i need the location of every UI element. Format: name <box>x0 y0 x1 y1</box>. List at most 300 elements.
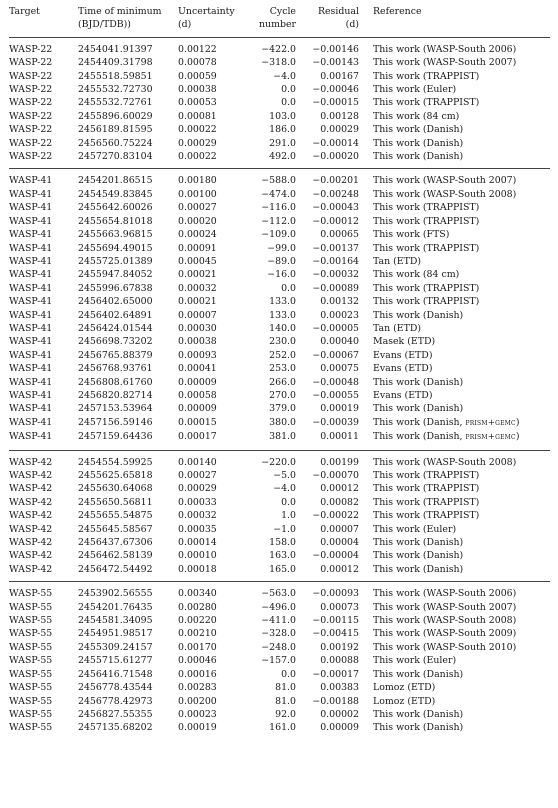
cell-time-of-minimum: 2456437.67306 <box>78 537 153 549</box>
table-row <box>9 582 550 601</box>
cell-cycle-number: −220.0 <box>261 456 296 468</box>
cell-target: WASP-41 <box>9 403 53 415</box>
cell-target: WASP-41 <box>9 175 53 187</box>
cell-reference: This work (Euler) <box>373 84 457 96</box>
cell-reference: This work (Danish) <box>373 137 464 149</box>
cell-uncertainty: 0.00340 <box>178 588 217 600</box>
cell-reference: Lomoz (ETD) <box>373 682 436 694</box>
cell-target: WASP-55 <box>9 682 53 694</box>
table-row <box>9 563 550 582</box>
cell-reference: This work (TRAPPIST) <box>373 496 480 508</box>
cell-residual: −0.00020 <box>312 151 359 163</box>
cell-target: WASP-41 <box>9 349 53 361</box>
table-row <box>9 641 550 654</box>
cell-reference: Lomoz (ETD) <box>373 695 436 707</box>
cell-reference: This work (Danish) <box>373 537 464 549</box>
table-row <box>9 482 550 495</box>
cell-target: WASP-55 <box>9 668 53 680</box>
cell-target: WASP-42 <box>9 456 53 468</box>
cell-residual: −0.00137 <box>312 242 359 254</box>
cell-reference: This work (WASP-South 2008) <box>373 456 517 468</box>
cell-cycle-number: −588.0 <box>261 175 296 187</box>
cell-time-of-minimum: 2456778.43544 <box>78 682 153 694</box>
table-row <box>9 268 550 281</box>
cell-target: WASP-41 <box>9 242 53 254</box>
cell-residual: −0.00014 <box>312 137 359 149</box>
cell-uncertainty: 0.00091 <box>178 242 217 254</box>
cell-cycle-number: −4.0 <box>273 483 296 495</box>
table-group <box>9 450 550 582</box>
cell-uncertainty: 0.00024 <box>178 229 217 241</box>
cell-target: WASP-55 <box>9 722 53 734</box>
cell-uncertainty: 0.00032 <box>178 510 217 522</box>
cell-residual: 0.00383 <box>320 682 359 694</box>
table-row <box>9 450 550 469</box>
cell-time-of-minimum: 2454549.83845 <box>78 188 153 200</box>
cell-residual: 0.00009 <box>320 722 359 734</box>
cell-uncertainty: 0.00023 <box>178 708 217 720</box>
table-row <box>9 668 550 681</box>
cell-cycle-number: −116.0 <box>261 202 296 214</box>
cell-time-of-minimum: 2455645.58567 <box>78 523 153 535</box>
cell-target: WASP-41 <box>9 322 53 334</box>
cell-cycle-number: 291.0 <box>269 137 296 149</box>
cell-time-of-minimum: 2454201.86515 <box>78 175 153 187</box>
cell-time-of-minimum: 2457135.68202 <box>78 722 153 734</box>
cell-reference: Evans (ETD) <box>373 363 433 375</box>
cell-uncertainty: 0.00035 <box>178 523 217 535</box>
cell-time-of-minimum: 2455663.96815 <box>78 229 153 241</box>
cell-uncertainty: 0.00038 <box>178 84 217 96</box>
cell-uncertainty: 0.00122 <box>178 43 217 55</box>
cell-residual: 0.00029 <box>320 124 359 136</box>
cell-target: WASP-42 <box>9 523 53 535</box>
table-row <box>9 37 550 56</box>
table-row <box>9 708 550 721</box>
cell-reference: This work (WASP-South 2007) <box>373 175 517 187</box>
header-uncertainty: Uncertainty (d) <box>178 6 235 31</box>
table-group <box>9 37 550 169</box>
cell-reference: This work (FTS) <box>373 229 450 241</box>
cell-residual: 0.00012 <box>320 563 359 575</box>
cell-target: WASP-55 <box>9 695 53 707</box>
cell-target: WASP-22 <box>9 70 53 82</box>
cell-time-of-minimum: 2455896.60029 <box>78 110 153 122</box>
cell-time-of-minimum: 2455532.72730 <box>78 84 153 96</box>
table-row <box>9 627 550 640</box>
cell-time-of-minimum: 2455947.84052 <box>78 269 153 281</box>
cell-cycle-number: −109.0 <box>261 229 296 241</box>
table-row <box>9 389 550 402</box>
cell-uncertainty: 0.00021 <box>178 296 217 308</box>
cell-cycle-number: −4.0 <box>273 70 296 82</box>
cell-residual: −0.00146 <box>312 43 359 55</box>
cell-time-of-minimum: 2455694.49015 <box>78 242 153 254</box>
cell-residual: 0.00167 <box>320 70 359 82</box>
cell-target: WASP-41 <box>9 229 53 241</box>
cell-cycle-number: 266.0 <box>269 376 296 388</box>
cell-reference: This work (84 cm) <box>373 269 460 281</box>
cell-uncertainty: 0.00018 <box>178 563 217 575</box>
table-row <box>9 654 550 667</box>
table-row <box>9 215 550 228</box>
cell-reference: This work (Danish) <box>373 151 464 163</box>
cell-uncertainty: 0.00210 <box>178 628 217 640</box>
cell-reference: This work (Danish) <box>373 309 464 321</box>
cell-target: WASP-41 <box>9 188 53 200</box>
cell-uncertainty: 0.00007 <box>178 309 217 321</box>
cell-uncertainty: 0.00022 <box>178 124 217 136</box>
cell-residual: −0.00043 <box>312 202 359 214</box>
cell-cycle-number: 133.0 <box>269 296 296 308</box>
cell-residual: −0.00164 <box>312 255 359 267</box>
cell-target: WASP-41 <box>9 431 53 443</box>
header-residual: Residual (d) <box>317 6 359 31</box>
cell-reference: This work (TRAPPIST) <box>373 470 480 481</box>
cell-time-of-minimum: 2456189.81595 <box>78 124 153 136</box>
cell-residual: 0.00002 <box>320 708 359 720</box>
cell-target: WASP-22 <box>9 137 53 149</box>
cell-reference: This work (Danish) <box>373 722 464 734</box>
cell-uncertainty: 0.00093 <box>178 349 217 361</box>
cell-target: WASP-42 <box>9 537 53 549</box>
cell-residual: 0.00004 <box>320 537 359 549</box>
cell-time-of-minimum: 2457156.59146 <box>78 416 153 428</box>
table-group <box>9 582 550 740</box>
cell-residual: 0.00082 <box>320 496 359 508</box>
cell-reference: This work (WASP-South 2009) <box>373 628 517 640</box>
cell-residual: 0.00192 <box>320 641 359 653</box>
cell-uncertainty: 0.00180 <box>178 175 217 187</box>
table-row <box>9 56 550 69</box>
cell-cycle-number: 0.0 <box>281 84 296 96</box>
cell-target: WASP-55 <box>9 588 53 600</box>
table-row <box>9 496 550 509</box>
cell-time-of-minimum: 2455650.56811 <box>78 496 153 508</box>
cell-target: WASP-42 <box>9 470 53 481</box>
instrument-label: prism+gemc <box>465 417 516 428</box>
cell-reference: This work (Danish) <box>373 403 464 415</box>
table-group <box>9 169 550 450</box>
cell-cycle-number: 103.0 <box>269 110 296 122</box>
cell-time-of-minimum: 2456765.88379 <box>78 349 153 361</box>
cell-uncertainty: 0.00200 <box>178 695 217 707</box>
cell-reference: This work (Euler) <box>373 523 457 535</box>
cell-cycle-number: 165.0 <box>269 563 296 575</box>
cell-time-of-minimum: 2456462.58139 <box>78 550 153 562</box>
cell-cycle-number: 492.0 <box>269 151 296 163</box>
instrument-label: prism+gemc <box>465 432 516 443</box>
cell-cycle-number: 1.0 <box>281 510 296 522</box>
cell-time-of-minimum: 2456808.61760 <box>78 376 153 388</box>
table-header <box>9 5 550 37</box>
table-row <box>9 169 550 188</box>
cell-reference: This work (TRAPPIST) <box>373 202 480 214</box>
cell-target: WASP-41 <box>9 269 53 281</box>
cell-reference: This work (Danish) <box>373 550 464 562</box>
cell-residual: −0.00093 <box>312 588 359 600</box>
cell-cycle-number: 0.0 <box>281 97 296 109</box>
cell-cycle-number: 140.0 <box>269 322 296 334</box>
cell-target: WASP-41 <box>9 296 53 308</box>
cell-time-of-minimum: 2454201.76435 <box>78 601 153 613</box>
cell-time-of-minimum: 2456560.75224 <box>78 137 153 149</box>
table-row <box>9 335 550 348</box>
cell-uncertainty: 0.00027 <box>178 470 217 481</box>
table-row <box>9 137 550 150</box>
table-row <box>9 123 550 136</box>
cell-time-of-minimum: 2455725.01389 <box>78 255 153 267</box>
cell-uncertainty: 0.00038 <box>178 336 217 348</box>
cell-uncertainty: 0.00045 <box>178 255 217 267</box>
cell-cycle-number: −496.0 <box>261 601 296 613</box>
cell-time-of-minimum: 2455518.59851 <box>78 70 153 82</box>
cell-cycle-number: 161.0 <box>269 722 296 734</box>
cell-residual: −0.00048 <box>312 376 359 388</box>
cell-time-of-minimum: 2455715.61277 <box>78 655 153 667</box>
cell-time-of-minimum: 2455996.67838 <box>78 282 153 294</box>
cell-time-of-minimum: 2455532.72761 <box>78 97 153 109</box>
cell-time-of-minimum: 2456768.93761 <box>78 363 153 375</box>
cell-residual: −0.00017 <box>312 668 359 680</box>
cell-target: WASP-42 <box>9 563 53 575</box>
cell-target: WASP-55 <box>9 628 53 640</box>
table-row <box>9 188 550 201</box>
cell-time-of-minimum: 2457159.64436 <box>78 431 153 443</box>
cell-cycle-number: 381.0 <box>269 431 296 443</box>
table-row <box>9 681 550 694</box>
cell-residual: −0.00022 <box>312 510 359 522</box>
cell-residual: −0.00039 <box>312 416 359 428</box>
cell-time-of-minimum: 2455642.60026 <box>78 202 153 214</box>
cell-time-of-minimum: 2456827.55355 <box>78 708 153 720</box>
cell-time-of-minimum: 2456402.64891 <box>78 309 153 321</box>
table-row <box>9 322 550 335</box>
cell-target: WASP-55 <box>9 601 53 613</box>
cell-cycle-number: 252.0 <box>269 349 296 361</box>
header-reference: Reference <box>373 6 422 17</box>
cell-reference: This work (Danish, prism+gemc) <box>373 431 520 443</box>
cell-target: WASP-55 <box>9 641 53 653</box>
cell-uncertainty: 0.00046 <box>178 655 217 667</box>
table-row <box>9 536 550 549</box>
header-target: Target <box>9 6 40 17</box>
cell-reference: This work (Danish) <box>373 376 464 388</box>
cell-uncertainty: 0.00021 <box>178 269 217 281</box>
cell-reference: This work (TRAPPIST) <box>373 510 480 522</box>
cell-uncertainty: 0.00017 <box>178 431 217 443</box>
cell-target: WASP-41 <box>9 336 53 348</box>
cell-target: WASP-22 <box>9 57 53 69</box>
table-row <box>9 549 550 562</box>
cell-target: WASP-41 <box>9 215 53 227</box>
cell-reference: This work (TRAPPIST) <box>373 483 480 495</box>
cell-uncertainty: 0.00059 <box>178 70 217 82</box>
cell-cycle-number: −89.0 <box>267 255 296 267</box>
cell-uncertainty: 0.00100 <box>178 188 217 200</box>
cell-reference: Tan (ETD) <box>373 255 422 267</box>
cell-residual: 0.00128 <box>320 110 359 122</box>
cell-uncertainty: 0.00140 <box>178 456 217 468</box>
cell-target: WASP-22 <box>9 97 53 109</box>
cell-time-of-minimum: 2457153.53964 <box>78 403 153 415</box>
cell-reference: This work (WASP-South 2006) <box>373 588 517 600</box>
cell-residual: 0.00132 <box>320 296 359 308</box>
table-row <box>9 416 550 430</box>
cell-target: WASP-41 <box>9 255 53 267</box>
cell-uncertainty: 0.00016 <box>178 668 217 680</box>
cell-residual: −0.00067 <box>312 349 359 361</box>
table-row <box>9 309 550 322</box>
cell-target: WASP-41 <box>9 309 53 321</box>
cell-residual: −0.00046 <box>312 84 359 96</box>
cell-residual: 0.00040 <box>320 336 359 348</box>
cell-reference: This work (84 cm) <box>373 110 460 122</box>
cell-reference: This work (TRAPPIST) <box>373 97 480 109</box>
cell-cycle-number: 186.0 <box>269 124 296 136</box>
cell-time-of-minimum: 2455654.81018 <box>78 215 153 227</box>
cell-time-of-minimum: 2455630.64068 <box>78 483 153 495</box>
cell-cycle-number: 230.0 <box>269 336 296 348</box>
cell-uncertainty: 0.00032 <box>178 282 217 294</box>
cell-target: WASP-41 <box>9 376 53 388</box>
cell-cycle-number: −563.0 <box>261 588 296 600</box>
cell-residual: −0.00015 <box>312 97 359 109</box>
cell-cycle-number: −112.0 <box>261 215 296 227</box>
cell-reference: Evans (ETD) <box>373 349 433 361</box>
table-row <box>9 695 550 708</box>
table-row <box>9 601 550 614</box>
cell-target: WASP-41 <box>9 202 53 214</box>
cell-residual: −0.00415 <box>312 628 359 640</box>
cell-residual: 0.00007 <box>320 523 359 535</box>
cell-time-of-minimum: 2454041.91397 <box>78 43 153 55</box>
table-row <box>9 362 550 375</box>
cell-cycle-number: −5.0 <box>273 470 296 481</box>
cell-reference: This work (WASP-South 2008) <box>373 615 517 627</box>
cell-cycle-number: 0.0 <box>281 496 296 508</box>
table-row <box>9 255 550 268</box>
cell-residual: −0.00201 <box>312 175 359 187</box>
cell-residual: −0.00032 <box>312 269 359 281</box>
cell-residual: −0.00070 <box>312 470 359 481</box>
cell-uncertainty: 0.00029 <box>178 137 217 149</box>
table-row <box>9 376 550 389</box>
cell-uncertainty: 0.00019 <box>178 722 217 734</box>
cell-uncertainty: 0.00081 <box>178 110 217 122</box>
cell-residual: −0.00055 <box>312 389 359 401</box>
cell-time-of-minimum: 2456472.54492 <box>78 563 153 575</box>
table-row <box>9 282 550 295</box>
cell-time-of-minimum: 2454581.34095 <box>78 615 153 627</box>
cell-target: WASP-22 <box>9 124 53 136</box>
cell-target: WASP-22 <box>9 110 53 122</box>
cell-residual: −0.00248 <box>312 188 359 200</box>
cell-residual: 0.00065 <box>320 229 359 241</box>
cell-cycle-number: 158.0 <box>269 537 296 549</box>
cell-target: WASP-42 <box>9 496 53 508</box>
cell-residual: 0.00012 <box>320 483 359 495</box>
cell-uncertainty: 0.00283 <box>178 682 217 694</box>
cell-cycle-number: −422.0 <box>261 43 296 55</box>
cell-reference: This work (WASP-South 2006) <box>373 43 517 55</box>
cell-residual: −0.00012 <box>312 215 359 227</box>
cell-reference: This work (WASP-South 2007) <box>373 57 517 69</box>
table-row <box>9 430 550 450</box>
table-row <box>9 110 550 123</box>
cell-cycle-number: 379.0 <box>269 403 296 415</box>
cell-cycle-number: −474.0 <box>261 188 296 200</box>
table-row <box>9 242 550 255</box>
cell-cycle-number: 380.0 <box>269 416 296 428</box>
cell-uncertainty: 0.00027 <box>178 202 217 214</box>
cell-target: WASP-55 <box>9 615 53 627</box>
cell-reference: This work (Danish) <box>373 124 464 136</box>
cell-cycle-number: 270.0 <box>269 389 296 401</box>
cell-reference: This work (TRAPPIST) <box>373 242 480 254</box>
cell-cycle-number: 0.0 <box>281 282 296 294</box>
cell-cycle-number: −16.0 <box>267 269 296 281</box>
cell-residual: −0.00005 <box>312 322 359 334</box>
cell-reference: This work (WASP-South 2010) <box>373 641 517 653</box>
cell-time-of-minimum: 2456820.82714 <box>78 389 153 401</box>
cell-target: WASP-22 <box>9 151 53 163</box>
cell-time-of-minimum: 2454409.31798 <box>78 57 153 69</box>
cell-time-of-minimum: 2454554.59925 <box>78 456 153 468</box>
cell-reference: This work (TRAPPIST) <box>373 296 480 308</box>
timing-table <box>9 5 550 740</box>
cell-residual: 0.00019 <box>320 403 359 415</box>
table-row <box>9 150 550 169</box>
table-row <box>9 96 550 109</box>
table-row <box>9 469 550 482</box>
cell-target: WASP-41 <box>9 416 53 428</box>
cell-uncertainty: 0.00053 <box>178 97 217 109</box>
table-row <box>9 70 550 83</box>
cell-time-of-minimum: 2456778.42973 <box>78 695 153 707</box>
cell-target: WASP-55 <box>9 708 53 720</box>
table-row <box>9 228 550 241</box>
cell-uncertainty: 0.00280 <box>178 601 217 613</box>
cell-target: WASP-42 <box>9 483 53 495</box>
cell-uncertainty: 0.00009 <box>178 376 217 388</box>
cell-uncertainty: 0.00029 <box>178 483 217 495</box>
cell-uncertainty: 0.00078 <box>178 57 217 69</box>
cell-cycle-number: 163.0 <box>269 550 296 562</box>
cell-reference: Masek (ETD) <box>373 336 436 348</box>
cell-residual: −0.00115 <box>312 615 359 627</box>
cell-uncertainty: 0.00020 <box>178 215 217 227</box>
cell-cycle-number: 253.0 <box>269 363 296 375</box>
cell-target: WASP-22 <box>9 84 53 96</box>
cell-time-of-minimum: 2454951.98517 <box>78 628 153 640</box>
cell-reference: This work (TRAPPIST) <box>373 215 480 227</box>
cell-uncertainty: 0.00010 <box>178 550 217 562</box>
cell-uncertainty: 0.00220 <box>178 615 217 627</box>
cell-target: WASP-41 <box>9 389 53 401</box>
cell-cycle-number: 92.0 <box>275 708 296 720</box>
cell-cycle-number: −157.0 <box>261 655 296 667</box>
table-row <box>9 83 550 96</box>
cell-reference: Evans (ETD) <box>373 389 433 401</box>
cell-target: WASP-55 <box>9 655 53 667</box>
cell-residual: −0.00004 <box>312 550 359 562</box>
cell-target: WASP-41 <box>9 363 53 375</box>
cell-reference: This work (Euler) <box>373 655 457 667</box>
table-row <box>9 402 550 415</box>
table-row <box>9 523 550 536</box>
cell-residual: −0.00188 <box>312 695 359 707</box>
